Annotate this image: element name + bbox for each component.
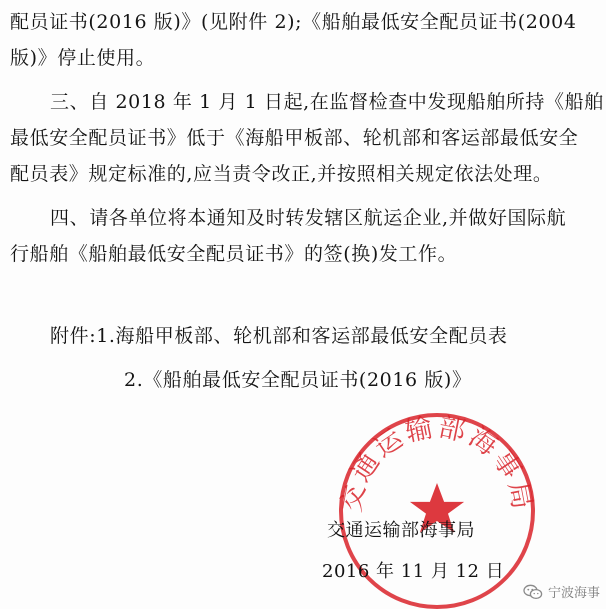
issue-date: 2016 年 11 月 12 日 [322,561,505,582]
attachment-line-2: 2.《船舶最低安全配员证书(2016 版)》 [124,369,472,391]
paragraph-line-2: 版)》停止使用。 [10,47,156,69]
wechat-icon [523,584,543,600]
watermark-label: 宁波海事 [547,586,600,601]
paragraph-line-7: 行船舶《船舶最低安全配员证书》的签(换)发工作。 [10,243,458,265]
paragraph-line-4: 最低安全配员证书》低于《海船甲板部、轮机部和客运部最低安全 [10,127,579,149]
paragraph-line-6: 四、请各单位将本通知及时转发辖区航运企业,并做好国际航 [50,207,567,229]
attachment-line-1: 附件:1.海船甲板部、轮机部和客运部最低安全配员表 [50,325,508,347]
paragraph-line-5: 配员表》规定标准的,应当责令改正,并按照相关规定依法处理。 [10,163,553,185]
issuer-signature: 交通运输部海事局 [327,520,475,541]
paragraph-line-1: 配员证书(2016 版)》(见附件 2);《船舶最低安全配员证书(2004 [10,11,577,33]
watermark [523,582,600,601]
paragraph-line-3: 三、自 2018 年 1 月 1 日起,在监督检查中发现船舶所持《船舶 [50,91,604,113]
seal-text: 交通运输部海事局 [335,411,539,515]
